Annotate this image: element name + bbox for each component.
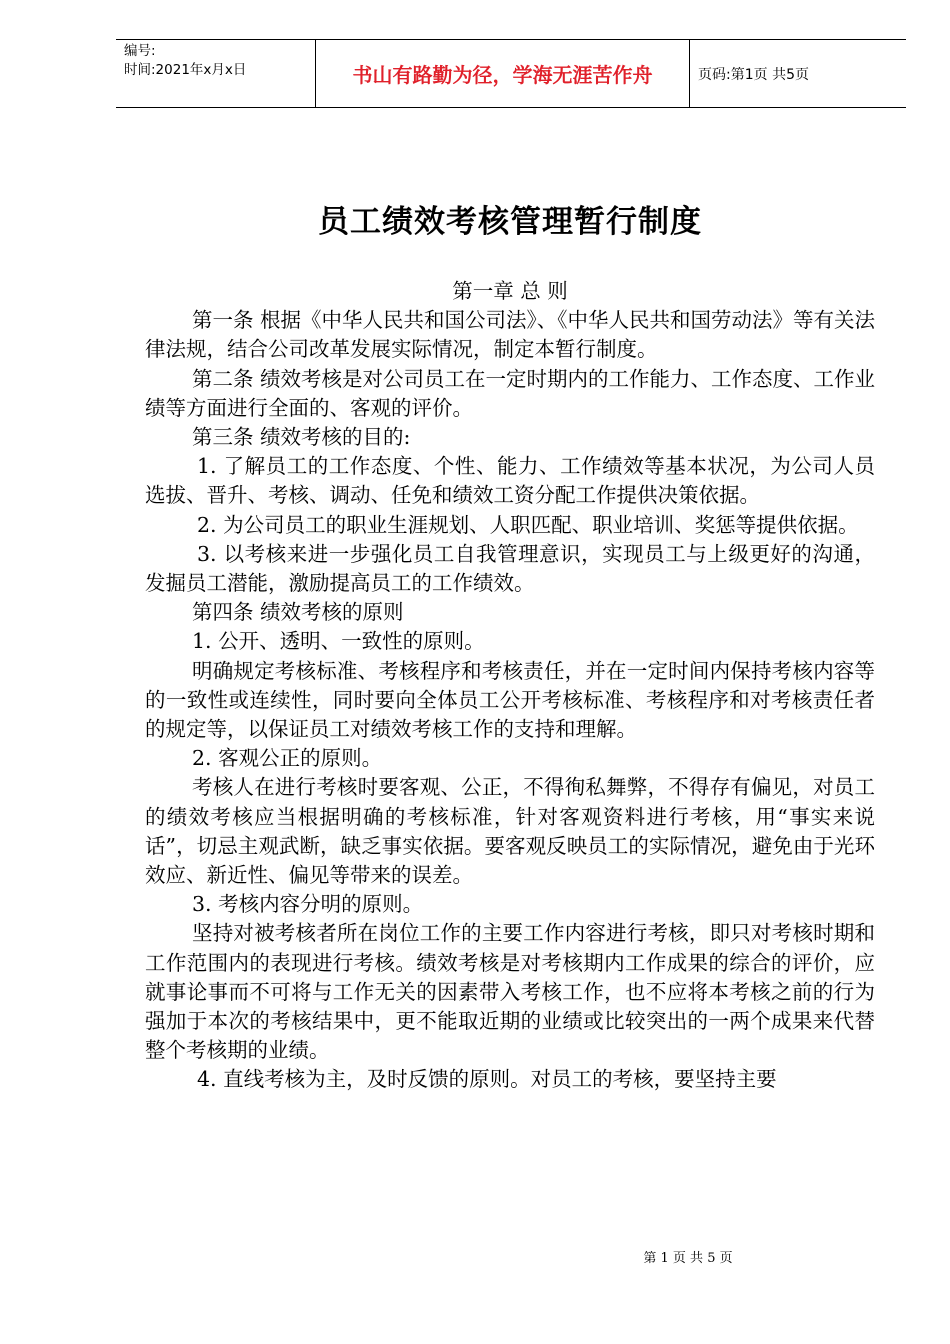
header-motto: 书山有路勤为径，学海无涯苦作舟 [316, 40, 690, 107]
page-header [116, 39, 906, 108]
paragraph-purpose-3: 3. 以考核来进一步强化员工自我管理意识，实现员工与上级更好的沟通，发掘员工潜能，激励提高员工的工作绩效。 [145, 541, 875, 596]
paragraph-purpose-2: 2. 为公司员工的职业生涯规划、人职匹配、职业培训、奖惩等提供依据。 [197, 512, 859, 537]
header-page-info: 页码:第1页 共5页 [698, 67, 809, 83]
paragraph-principle-2: 2. 客观公正的原则。 [192, 746, 383, 771]
paragraph-article-2: 第二条 绩效考核是对公司员工在一定时期内的工作能力、工作态度、工作业绩等方面进行全面的、客观的评价。 [145, 366, 876, 420]
header-meta [116, 40, 316, 107]
paragraph-principle-3-detail: 坚持对被考核者所在岗位工作的主要工作内容进行考核，即只对考核时期和工作范围内的表现进行考核。绩效考核是对考核期内工作成果的综合的评价，应就事论事而不可将与工作无关的因素带入考核工作，也不应将本考核之前的行为强加于本次的考核结果中，更不能取近期的业绩或比较突出的一两个成果来代替整个考核期的业绩。 [145, 921, 875, 1063]
document-body [145, 277, 875, 1095]
paragraph-article-4: 第四条 绩效考核的原则 [192, 600, 404, 625]
paragraph-principle-3: 3. 考核内容分明的原则。 [192, 892, 424, 917]
time-label: 时间:2021年x月x日 [124, 62, 247, 78]
paragraph-principle-1-detail: 明确规定考核标准、考核程序和考核责任，并在一定时间内保持考核内容等的一致性或连续性，同时要向全体员工公开考核标准、考核程序和对考核责任者的规定等，以保证员工对绩效考核工作的支持和理解。 [145, 658, 875, 742]
paragraph-article-1: 第一条 根据《中华人民共和国公司法》、《中华人民共和国劳动法》等有关法律法规，结合公司改革发展实际情况，制定本暂行制度。 [145, 308, 876, 362]
paragraph-principle-1: 1. 公开、透明、一致性的原则。 [192, 629, 485, 654]
page-footer: 第 1 页 共 5 页 [643, 1251, 733, 1266]
code-label: 编号: [124, 43, 156, 59]
chapter-heading: 第一章 总 则 [452, 279, 568, 303]
paragraph-purpose-1: 1. 了解员工的工作态度、个性、能力、工作绩效等基本状况，为公司人员选拔、晋升、考核、调动、任免和绩效工资分配工作提供决策依据。 [145, 454, 875, 508]
document-title: 员工绩效考核管理暂行制度 [318, 204, 702, 240]
paragraph-principle-2-detail: 考核人在进行考核时要客观、公正，不得徇私舞弊，不得存有偏见，对员工的绩效考核应当根据明确的考核标准，针对客观资料进行考核，用“事实来说话”，切忌主观武断，缺乏事实依据。要客观反映员工的实际情况，避免由于光环效应、新近性、偏见等带来的误差。 [145, 775, 875, 888]
paragraph-principle-4: 4. 直线考核为主，及时反馈的原则。对员工的考核，要坚持主要 [197, 1067, 777, 1092]
paragraph-article-3: 第三条 绩效考核的目的: [192, 425, 411, 450]
